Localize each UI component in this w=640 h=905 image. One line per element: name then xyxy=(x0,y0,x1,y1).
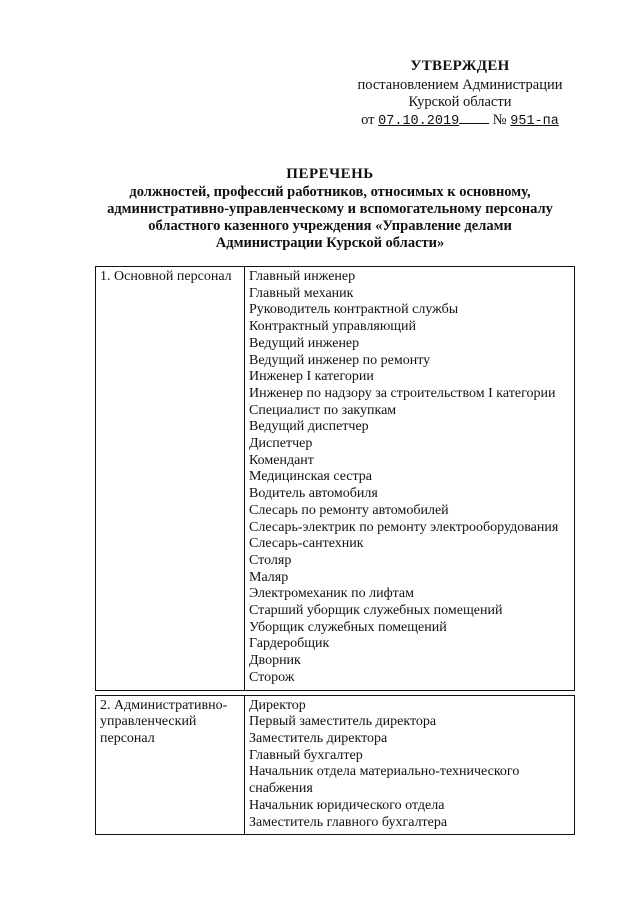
section-row-admin xyxy=(96,695,575,835)
title-line: административно-управленческому и вспомогательному персоналу xyxy=(107,201,553,217)
position-item: Ведущий диспетчер xyxy=(249,419,369,435)
position-item: Диспетчер xyxy=(249,436,313,452)
position-item: Заместитель директора xyxy=(249,730,388,746)
category-label-line: 2. Административно- xyxy=(100,697,228,713)
position-item: Инженер I категории xyxy=(249,369,374,385)
position-item: Ведущий инженер по ремонту xyxy=(249,352,431,368)
position-item: Сторож xyxy=(249,669,295,685)
position-item: Начальник отдела материально-технического снабжения xyxy=(249,764,520,797)
document-title xyxy=(80,166,580,252)
position-item: Начальник юридического отдела xyxy=(249,797,445,813)
position-item: Первый заместитель директора xyxy=(249,714,437,730)
position-item: Главный бухгалтер xyxy=(249,747,363,763)
category-label-line: персонал xyxy=(100,730,155,746)
approval-line-1: постановлением Администрации xyxy=(357,77,563,93)
date-underline xyxy=(459,111,489,124)
position-item: Главный инженер xyxy=(249,269,356,284)
approval-line-2: Курской области xyxy=(408,94,512,110)
title-line: должностей, профессий работников, относимых к основному, xyxy=(129,184,531,200)
category-cell xyxy=(96,267,245,691)
position-item: Маляр xyxy=(249,569,289,585)
title-line: областного казенного учреждения «Управление делами xyxy=(148,218,512,234)
position-item: Слесарь-сантехник xyxy=(249,536,364,552)
position-item: Столяр xyxy=(249,552,292,568)
positions-cell xyxy=(245,267,575,691)
section-row-main xyxy=(96,267,575,691)
position-item: Медицинская сестра xyxy=(249,469,373,485)
position-item: Руководитель контрактной службы xyxy=(249,302,459,318)
position-item: Старший уборщик служебных помещений xyxy=(249,603,503,619)
approval-heading: УТВЕРЖДЕН xyxy=(410,58,510,74)
category-label: 1. Основной персонал xyxy=(100,269,232,284)
approval-date-line xyxy=(340,111,580,130)
position-item: Контрактный управляющий xyxy=(249,319,417,335)
title-line: Администрации Курской области» xyxy=(215,235,445,251)
position-item: Слесарь по ремонту автомобилей xyxy=(249,502,449,518)
number-prefix: № xyxy=(492,112,507,128)
position-item: Гардеробщик xyxy=(249,636,330,652)
positions-table xyxy=(95,266,575,835)
position-item: Электромеханик по лифтам xyxy=(249,586,415,602)
positions-cell xyxy=(245,695,575,835)
category-label-line: управленческий xyxy=(100,714,197,730)
position-item: Комендант xyxy=(249,452,314,468)
position-item: Заместитель главного бухгалтера xyxy=(249,814,448,830)
position-item: Главный механик xyxy=(249,285,354,301)
approval-block xyxy=(340,58,580,130)
approval-date: 07.10.2019 xyxy=(378,114,460,129)
approval-number: 951-па xyxy=(510,114,559,129)
title-main: ПЕРЕЧЕНЬ xyxy=(286,166,374,182)
date-prefix: от xyxy=(361,112,375,128)
position-item: Дворник xyxy=(249,653,301,669)
position-item: Уборщик служебных помещений xyxy=(249,619,447,635)
position-item: Специалист по закупкам xyxy=(249,402,397,418)
category-cell xyxy=(96,695,245,835)
position-item: Инженер по надзору за строительством I категории xyxy=(249,385,556,401)
position-item: Слесарь-электрик по ремонту электрооборудования xyxy=(249,519,559,535)
position-item: Директор xyxy=(249,697,306,713)
position-item: Ведущий инженер xyxy=(249,335,360,351)
position-item: Водитель автомобиля xyxy=(249,486,378,502)
